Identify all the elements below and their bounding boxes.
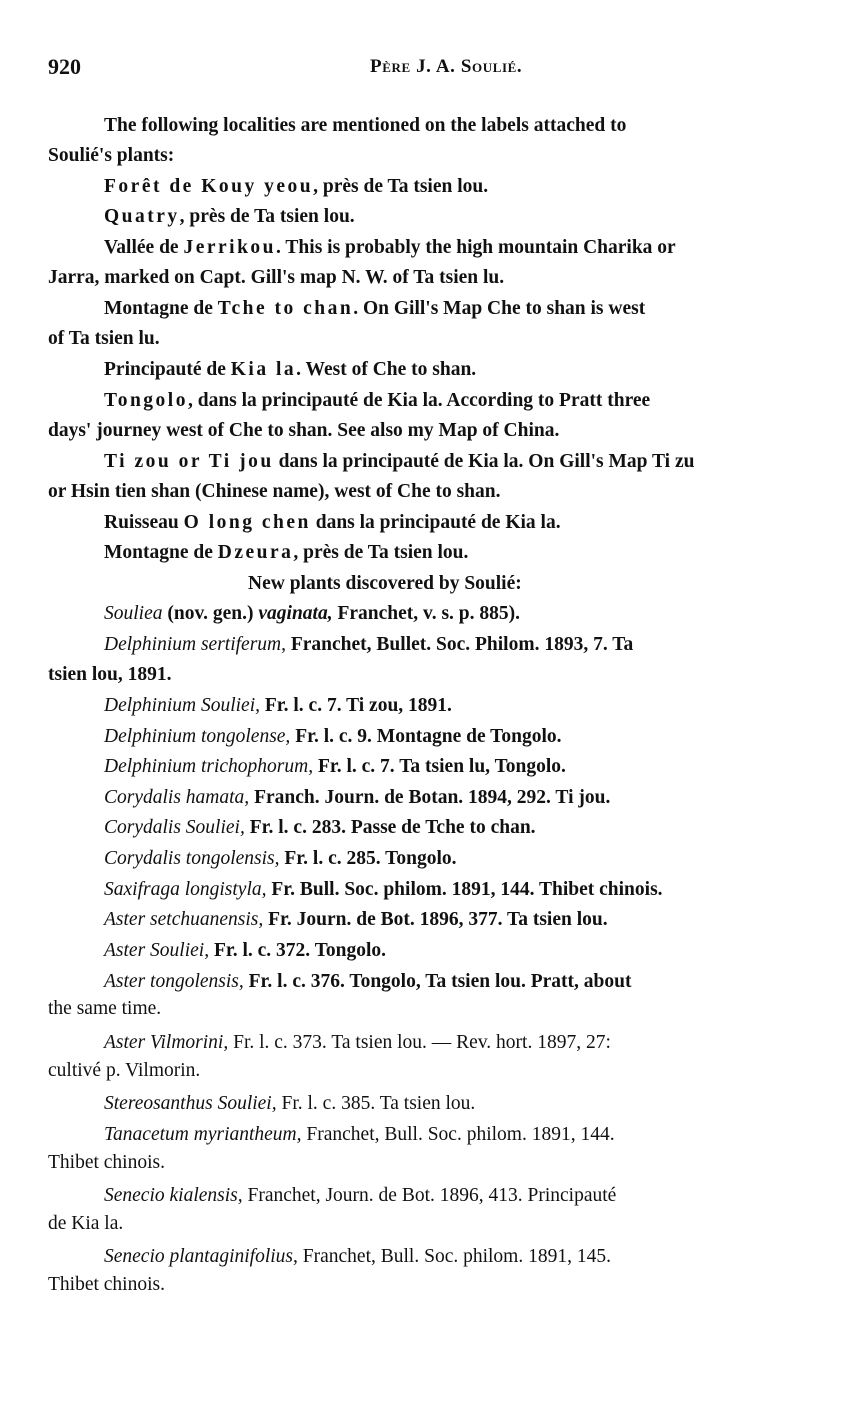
plant-17-cont: Thibet chinois. [48,1274,165,1295]
plant-15-cont: Thibet chinois. [48,1152,165,1173]
plant-7: Corydalis Souliei, Fr. l. c. 283. Passe de Tche to chan. [104,817,536,838]
intro-line-2: Soulié's plants: [48,145,175,166]
plant-6: Corydalis hamata, Franch. Journ. de Botan. 1894, 292. Ti jou. [104,787,611,808]
locality-3-cont: Jarra, marked on Capt. Gill's map N. W. of Ta tsien lu. [48,267,505,288]
plant-17: Senecio plantaginifolius, Franchet, Bull. Soc. philom. 1891, 145. [104,1246,611,1267]
plant-16-cont: de Kia la. [48,1213,124,1234]
page-number: 920 [48,54,81,79]
plant-5: Delphinium trichophorum, Fr. l. c. 7. Ta tsien lu, Tongolo. [104,756,566,777]
locality-2: Quatry, près de Ta tsien lou. [104,206,355,227]
plant-13-cont: cultivé p. Vilmorin. [48,1060,201,1081]
locality-4-cont: of Ta tsien lu. [48,328,160,349]
locality-6: Tongolo, dans la principauté de Kia la. According to Pratt three [104,390,651,411]
running-head: Père J. A. Soulié. [370,56,523,77]
plant-2: Delphinium sertiferum, Franchet, Bullet. Soc. Philom. 1893, 7. Ta [104,634,634,655]
locality-5: Principauté de Kia la. West of Che to shan. [104,359,477,380]
plant-1: Souliea (nov. gen.) vaginata, Franchet, v. s. p. 885). [104,603,521,624]
section-heading: New plants discovered by Soulié: [248,573,522,594]
plant-8: Corydalis tongolensis, Fr. l. c. 285. Tongolo. [104,848,457,869]
plant-4: Delphinium tongolense, Fr. l. c. 9. Montagne de Tongolo. [104,726,562,747]
locality-8: Ruisseau O long chen dans la principauté de Kia la. [104,512,561,533]
locality-3: Vallée de Jerrikou. This is probably the high mountain Charika or [104,237,676,258]
plant-16: Senecio kialensis, Franchet, Journ. de Bot. 1896, 413. Principauté [104,1185,617,1206]
locality-7-cont: or Hsin tien shan (Chinese name), west of Che to shan. [48,481,501,502]
plant-13: Aster Vilmorini, Fr. l. c. 373. Ta tsien lou. — Rev. hort. 1897, 27: [104,1032,611,1053]
locality-4: Montagne de Tche to chan. On Gill's Map Che to shan is west [104,298,646,319]
plant-3: Delphinium Souliei, Fr. l. c. 7. Ti zou, 1891. [104,695,452,716]
locality-9: Montagne de Dzeura, près de Ta tsien lou. [104,542,469,563]
plant-9: Saxifraga longistyla, Fr. Bull. Soc. philom. 1891, 144. Thibet chinois. [104,879,663,900]
locality-7: Ti zou or Ti jou dans la principauté de Kia la. On Gill's Map Ti zu [104,451,695,472]
locality-1: Forêt de Kouy yeou, près de Ta tsien lou. [104,176,489,197]
plant-11: Aster Souliei, Fr. l. c. 372. Tongolo. [104,940,387,961]
intro-line-1: The following localities are mentioned on the labels attached to [104,115,627,136]
page-header [48,54,788,84]
locality-6-cont: days' journey west of Che to shan. See also my Map of China. [48,420,560,441]
plant-12: Aster tongolensis, Fr. l. c. 376. Tongolo, Ta tsien lou. Pratt, about [104,971,632,992]
plant-12-cont: the same time. [48,998,162,1019]
plant-14: Stereosanthus Souliei, Fr. l. c. 385. Ta tsien lou. [104,1093,476,1114]
plant-15: Tanacetum myriantheum, Franchet, Bull. Soc. philom. 1891, 144. [104,1124,615,1145]
plant-2-cont: tsien lou, 1891. [48,664,172,685]
plant-10: Aster setchuanensis, Fr. Journ. de Bot. 1896, 377. Ta tsien lou. [104,909,608,930]
